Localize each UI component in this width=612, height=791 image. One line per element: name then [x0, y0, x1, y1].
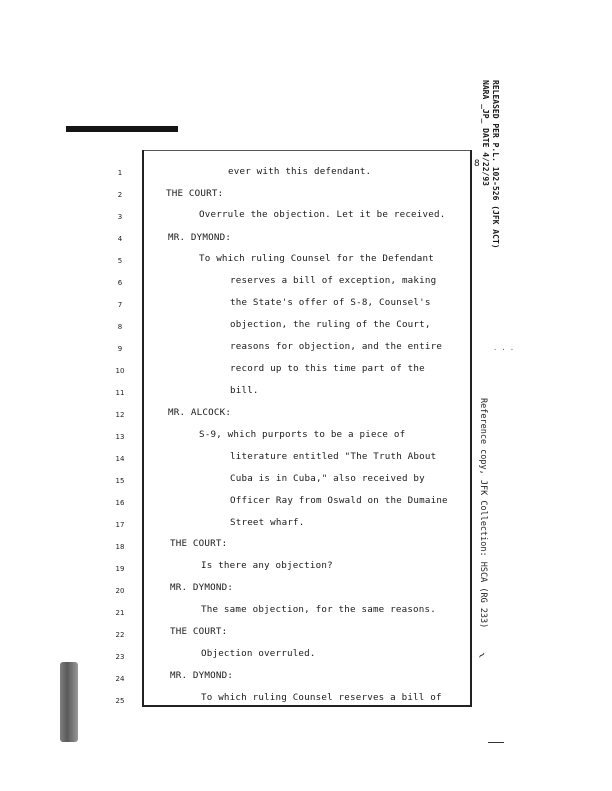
line-number: 5 [117, 257, 123, 265]
transcript-line: THE COURT: [166, 188, 224, 199]
redaction-bar [66, 126, 178, 132]
page-border-right [470, 150, 472, 706]
line-number: 12 [115, 411, 125, 419]
margin-mark: ~ [474, 647, 489, 663]
line-number: 14 [115, 455, 125, 463]
margin-dots: · · · [493, 346, 515, 354]
margin-dash [488, 742, 504, 743]
page-border-top [142, 150, 472, 151]
transcript-line: reasons for objection, and the entire [230, 341, 443, 352]
line-number: 11 [115, 389, 125, 397]
transcript-line: Street wharf. [230, 517, 305, 528]
reference-note: Reference copy, JFK Collection: HSCA (RG 233) [478, 398, 488, 629]
transcript-line: THE COURT: [170, 626, 228, 637]
scan-smudge [60, 662, 78, 742]
line-number: 8 [117, 323, 123, 331]
line-number: 20 [115, 587, 125, 595]
transcript-line: record up to this time part of the [230, 363, 425, 374]
transcript-line: literature entitled "The Truth About [230, 451, 437, 462]
transcript-line: To which ruling Counsel reserves a bill of [201, 692, 442, 703]
transcript-line: MR. DYMOND: [170, 582, 234, 593]
transcript-line: Officer Ray from Oswald on the Dumaine [230, 495, 448, 506]
page-border-bottom [142, 705, 472, 707]
transcript-line: MR. DYMOND: [170, 670, 234, 681]
line-number: 17 [115, 521, 125, 529]
line-number: 22 [115, 631, 125, 639]
transcript-line: objection, the ruling of the Court, [230, 319, 431, 330]
line-number: 7 [117, 301, 123, 309]
line-number: 9 [117, 345, 123, 353]
transcript-line: ever with this defendant. [228, 166, 372, 177]
transcript-line: bill. [230, 385, 259, 396]
transcript-line: MR. DYMOND: [168, 232, 232, 243]
line-number: 10 [115, 367, 125, 375]
line-number: 1 [117, 169, 123, 177]
transcript-line: To which ruling Counsel for the Defendant [199, 253, 434, 264]
line-number: 4 [117, 235, 123, 243]
transcript-line: Overrule the objection. Let it be received. [199, 209, 446, 220]
transcript-line: The same objection, for the same reasons. [201, 604, 436, 615]
release-stamp [480, 80, 500, 249]
transcript-line: MR. ALCOCK: [168, 407, 232, 418]
page-border-left [142, 150, 144, 706]
line-number: 23 [115, 653, 125, 661]
transcript-line: the State's offer of S-8, Counsel's [230, 297, 431, 308]
transcript-line: Cuba is in Cuba," also received by [230, 473, 425, 484]
transcript-line: THE COURT: [170, 538, 228, 549]
line-number: 25 [115, 697, 125, 705]
line-number: 15 [115, 477, 125, 485]
line-number: 6 [117, 279, 123, 287]
line-number: 19 [115, 565, 125, 573]
line-number: 16 [115, 499, 125, 507]
transcript-line: Objection overruled. [201, 648, 316, 659]
page-number: 8 [474, 159, 480, 169]
line-number: 24 [115, 675, 125, 683]
line-number: 21 [115, 609, 125, 617]
transcript-line: Is there any objection? [201, 560, 333, 571]
line-number: 3 [117, 213, 123, 221]
transcript-line: reserves a bill of exception, making [230, 275, 437, 286]
line-number: 13 [115, 433, 125, 441]
release-stamp-line2: NARA _JP_ DATE 4/22/93 [481, 80, 490, 186]
transcript-line: S-9, which purports to be a piece of [199, 429, 406, 440]
release-stamp-line1: RELEASED PER P.L. 102-526 (JFK ACT) [491, 80, 500, 249]
line-number: 2 [117, 191, 123, 199]
line-number: 18 [115, 543, 125, 551]
